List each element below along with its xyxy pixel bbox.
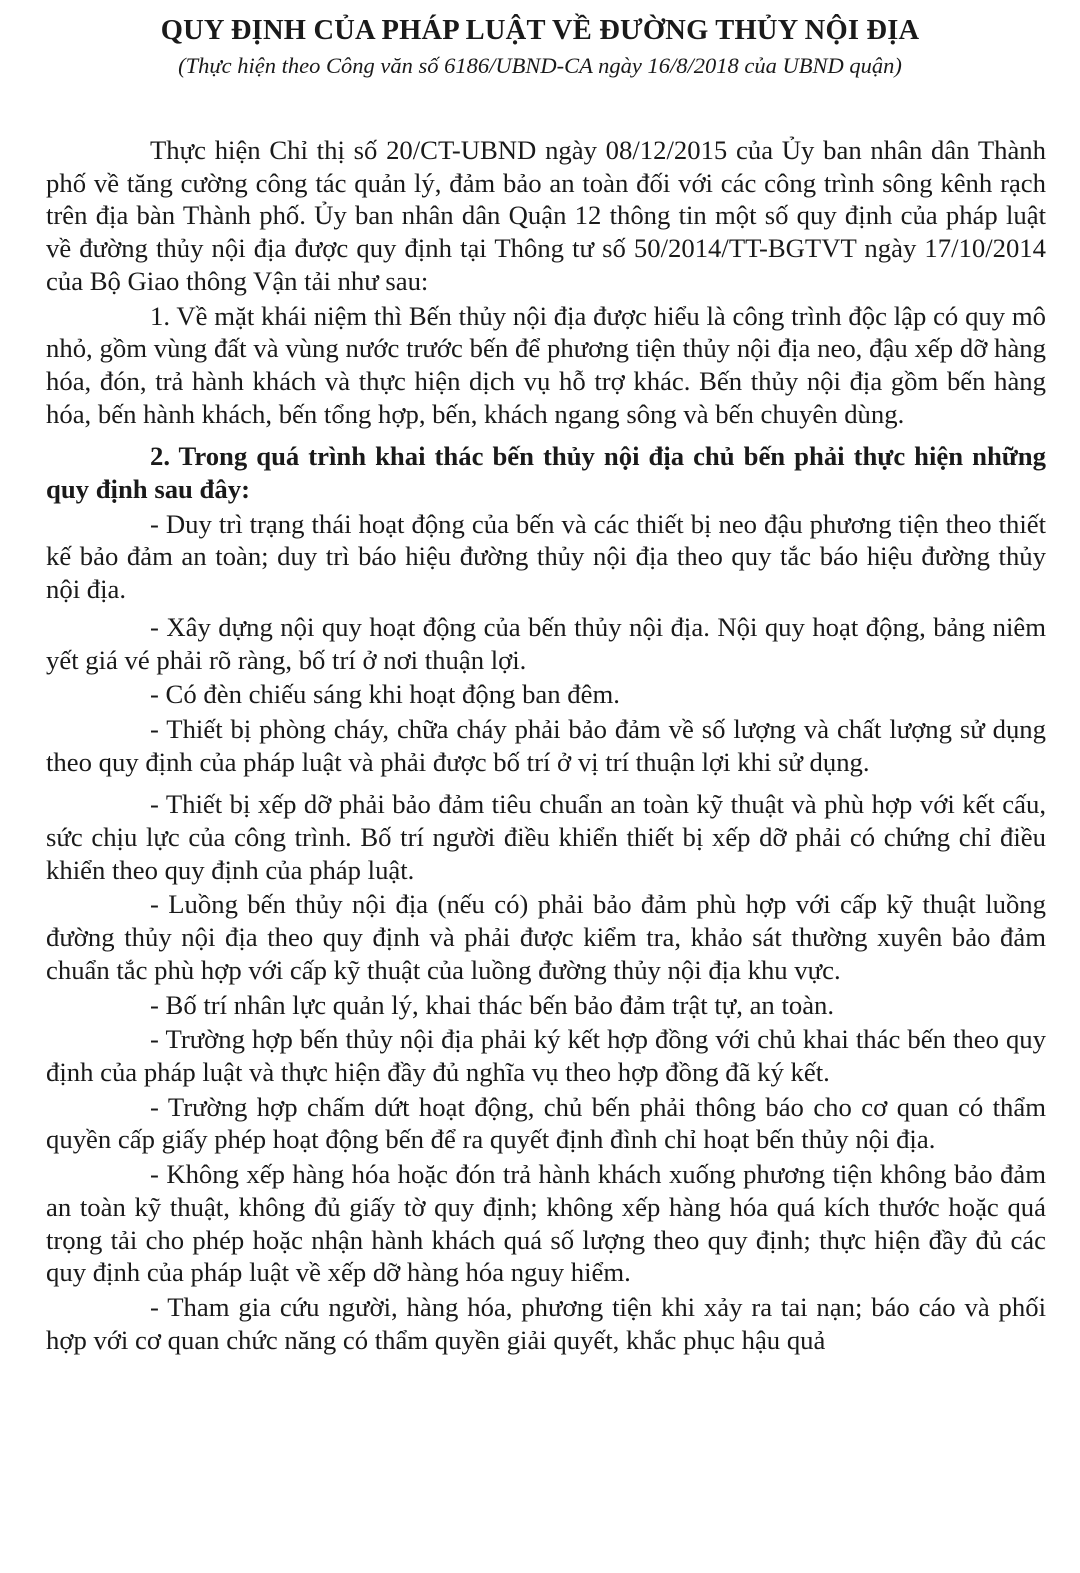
list-item: - Bố trí nhân lực quản lý, khai thác bến bảo đảm trật tự, an toàn. [150,989,835,1020]
document-subtitle: (Thực hiện theo Công văn số 6186/UBND-CA ngày 16/8/2018 của UBND quận) [178,53,902,78]
list-item: - Thiết bị xếp dỡ phải bảo đảm tiêu chuẩn an toàn kỹ thuật và phù hợp với kết cấu, sức chịu lực của công trình. Bố trí người điều khiển thiết bị xếp dỡ phải có chứng chỉ điều khiển theo quy định của pháp luật. [46,789,1046,885]
list-item: - Trường hợp bến thủy nội địa phải ký kết hợp đồng với chủ khai thác bến theo quy định của pháp luật và thực hiện đầy đủ nghĩa vụ theo hợp đồng đã ký kết. [46,1024,1046,1087]
section-1-paragraph: 1. Về mặt khái niệm thì Bến thủy nội địa được hiểu là công trình độc lập có quy mô nhỏ, gồm vùng đất và vùng nước trước bến để phương tiện thủy nội địa neo, đậu xếp dỡ hàng hóa, đón, trả hành khách và thực hiện dịch vụ hỗ trợ khác. Bến thủy nội địa gồm bến hàng hóa, bến hành khách, bến tổng hợp, bến, khách ngang sông và bến chuyên dùng. [46,300,1046,429]
list-item: - Luồng bến thủy nội địa (nếu có) phải bảo đảm phù hợp với cấp kỹ thuật luồng đường thủy nội địa theo quy định và phải được kiểm tra, khảo sát thường xuyên bảo đảm chuẩn tắc phù hợp với cấp kỹ thuật của luồng đường thủy nội địa khu vực. [46,889,1046,985]
list-item: - Duy trì trạng thái hoạt động của bến và các thiết bị neo đậu phương tiện theo thiết kế bảo đảm an toàn; duy trì báo hiệu đường thủy nội địa theo quy tắc báo hiệu đường thủy nội địa. [46,508,1046,605]
list-item: - Xây dựng nội quy hoạt động của bến thủy nội địa. Nội quy hoạt động, bảng niêm yết giá vé phải rõ ràng, bố trí ở nơi thuận lợi. [46,611,1046,675]
list-item: - Không xếp hàng hóa hoặc đón trả hành khách xuống phương tiện không bảo đảm an toàn kỹ thuật, không đủ giấy tờ quy định; không xếp hàng hóa quá kích thước hoặc quá trọng tải cho phép hoặc nhận hành khách quá số lượng theo quy định; thực hiện đầy đủ các quy định của pháp luật về xếp dỡ hàng hóa nguy hiểm. [46,1159,1046,1288]
intro-paragraph: Thực hiện Chỉ thị số 20/CT-UBND ngày 08/12/2015 của Ủy ban nhân dân Thành phố về tăng cường công tác quản lý, đảm bảo an toàn đối với các công trình sông kênh rạch trên địa bàn Thành phố. Ủy ban nhân dân Quận 12 thông tin một số quy định của pháp luật về đường thủy nội địa được quy định tại Thông tư số 50/2014/TT-BGTVT ngày 17/10/2014 của Bộ Giao thông Vận tải như sau: [46,135,1046,296]
document-body [46,134,1046,1356]
list-item: - Trường hợp chấm dứt hoạt động, chủ bến phải thông báo cho cơ quan có thẩm quyền cấp giấy phép hoạt động bến để ra quyết định đình chỉ hoạt bến thủy nội địa. [46,1091,1046,1155]
section-2-heading: 2. Trong quá trình khai thác bến thủy nội địa chủ bến phải thực hiện những quy định sau đây: [46,441,1046,505]
document-title: QUY ĐỊNH CỦA PHÁP LUẬT VỀ ĐƯỜNG THỦY NỘI ĐỊA [160,15,920,46]
list-item: - Có đèn chiếu sáng khi hoạt động ban đêm. [150,679,620,710]
list-item: - Tham gia cứu người, hàng hóa, phương tiện khi xảy ra tai nạn; báo cáo và phối hợp với cơ quan chức năng có thẩm quyền giải quyết, khắc phục hậu quả [46,1291,1046,1355]
list-item: - Thiết bị phòng cháy, chữa cháy phải bảo đảm về số lượng và chất lượng sử dụng theo quy định của pháp luật và phải được bố trí ở vị trí thuận lợi khi sử dụng. [46,713,1046,777]
